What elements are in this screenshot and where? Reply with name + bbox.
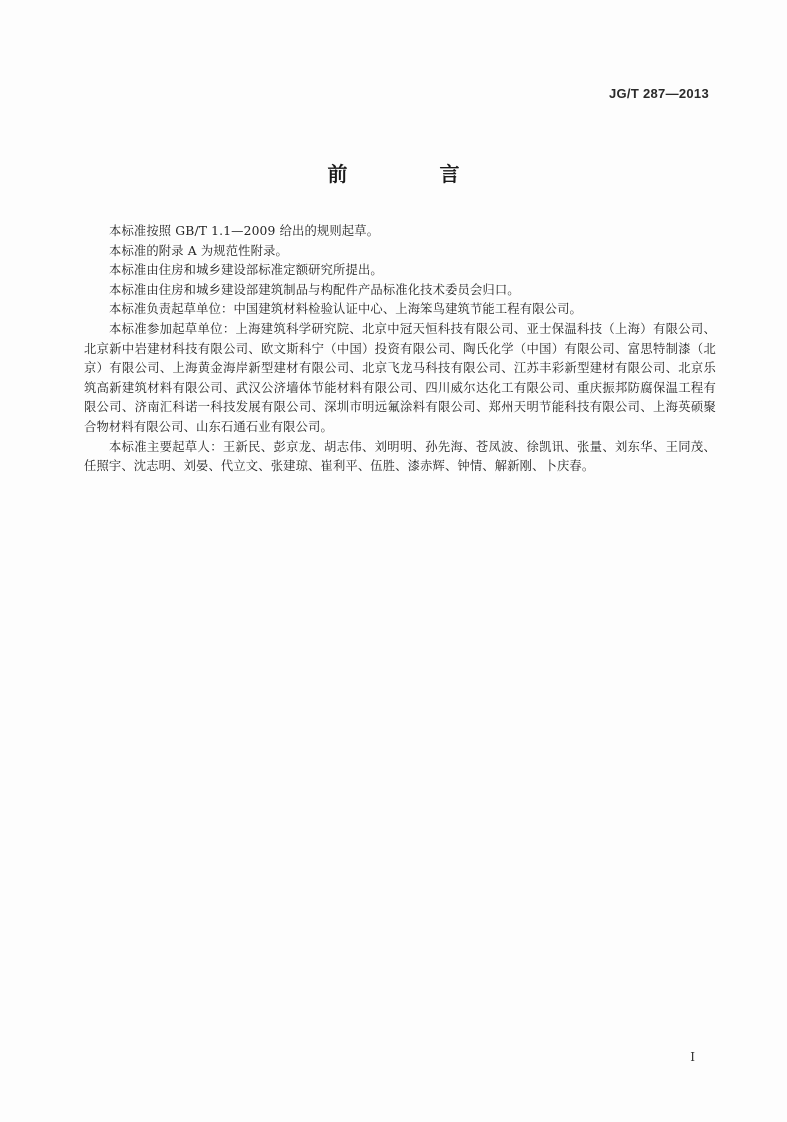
paragraph-centralized-by: 本标准由住房和城乡建设部建筑制品与构配件产品标准化技术委员会归口。 [109, 282, 520, 297]
paragraph-appendix: 本标准的附录 A 为规范性附录。 [109, 243, 288, 258]
paragraph-drafting-rules: 本标准按照 GB/T 1.1—2009 给出的规则起草。 [109, 224, 380, 238]
standard-code: JG/T 287—2013 [608, 86, 709, 101]
paragraph-participating-drafters: 本标准参加起草单位：上海建筑科学研究院、北京中冠天恒科技有限公司、亚士保温科技（上海）有限公司、北京新中岩建材科技有限公司、欧文斯科宁（中国）投资有限公司、陶氏化学（中国）有限公司、富思特制漆（北京）有限公司、上海黄金海岸新型建材有限公司、北京飞龙马科技有限公司、江苏丰彩新型建材有限公司、北京乐筑高新建筑材料有限公司、武汉公济墙体节能材料有限公司、四川威尔达化工有限公司、重庆振邦防腐保温工程有限公司、济南汇科诺一科技发展有限公司、深圳市明远氟涂料有限公司、郑州天明节能科技有限公司、上海英硕聚合物材料有限公司、山东石通石业有限公司。 [84, 321, 716, 434]
page-number: I [690, 1050, 695, 1064]
page-title: 前 言 [327, 162, 496, 186]
foreword-body [84, 222, 716, 477]
paragraph-main-drafters: 本标准主要起草人：王新民、彭京龙、胡志伟、刘明明、孙先海、苍凤波、徐凯讯、张量、刘东华、王同茂、任照宇、沈志明、刘晏、代立文、张建琼、崔利平、伍胜、漆赤辉、钟情、解新刚、卜庆春。 [84, 439, 716, 474]
paragraph-responsible-drafters: 本标准负责起草单位：中国建筑材料检验认证中心、上海笨鸟建筑节能工程有限公司。 [109, 302, 582, 317]
paragraph-proposed-by: 本标准由住房和城乡建设部标准定额研究所提出。 [109, 263, 383, 278]
